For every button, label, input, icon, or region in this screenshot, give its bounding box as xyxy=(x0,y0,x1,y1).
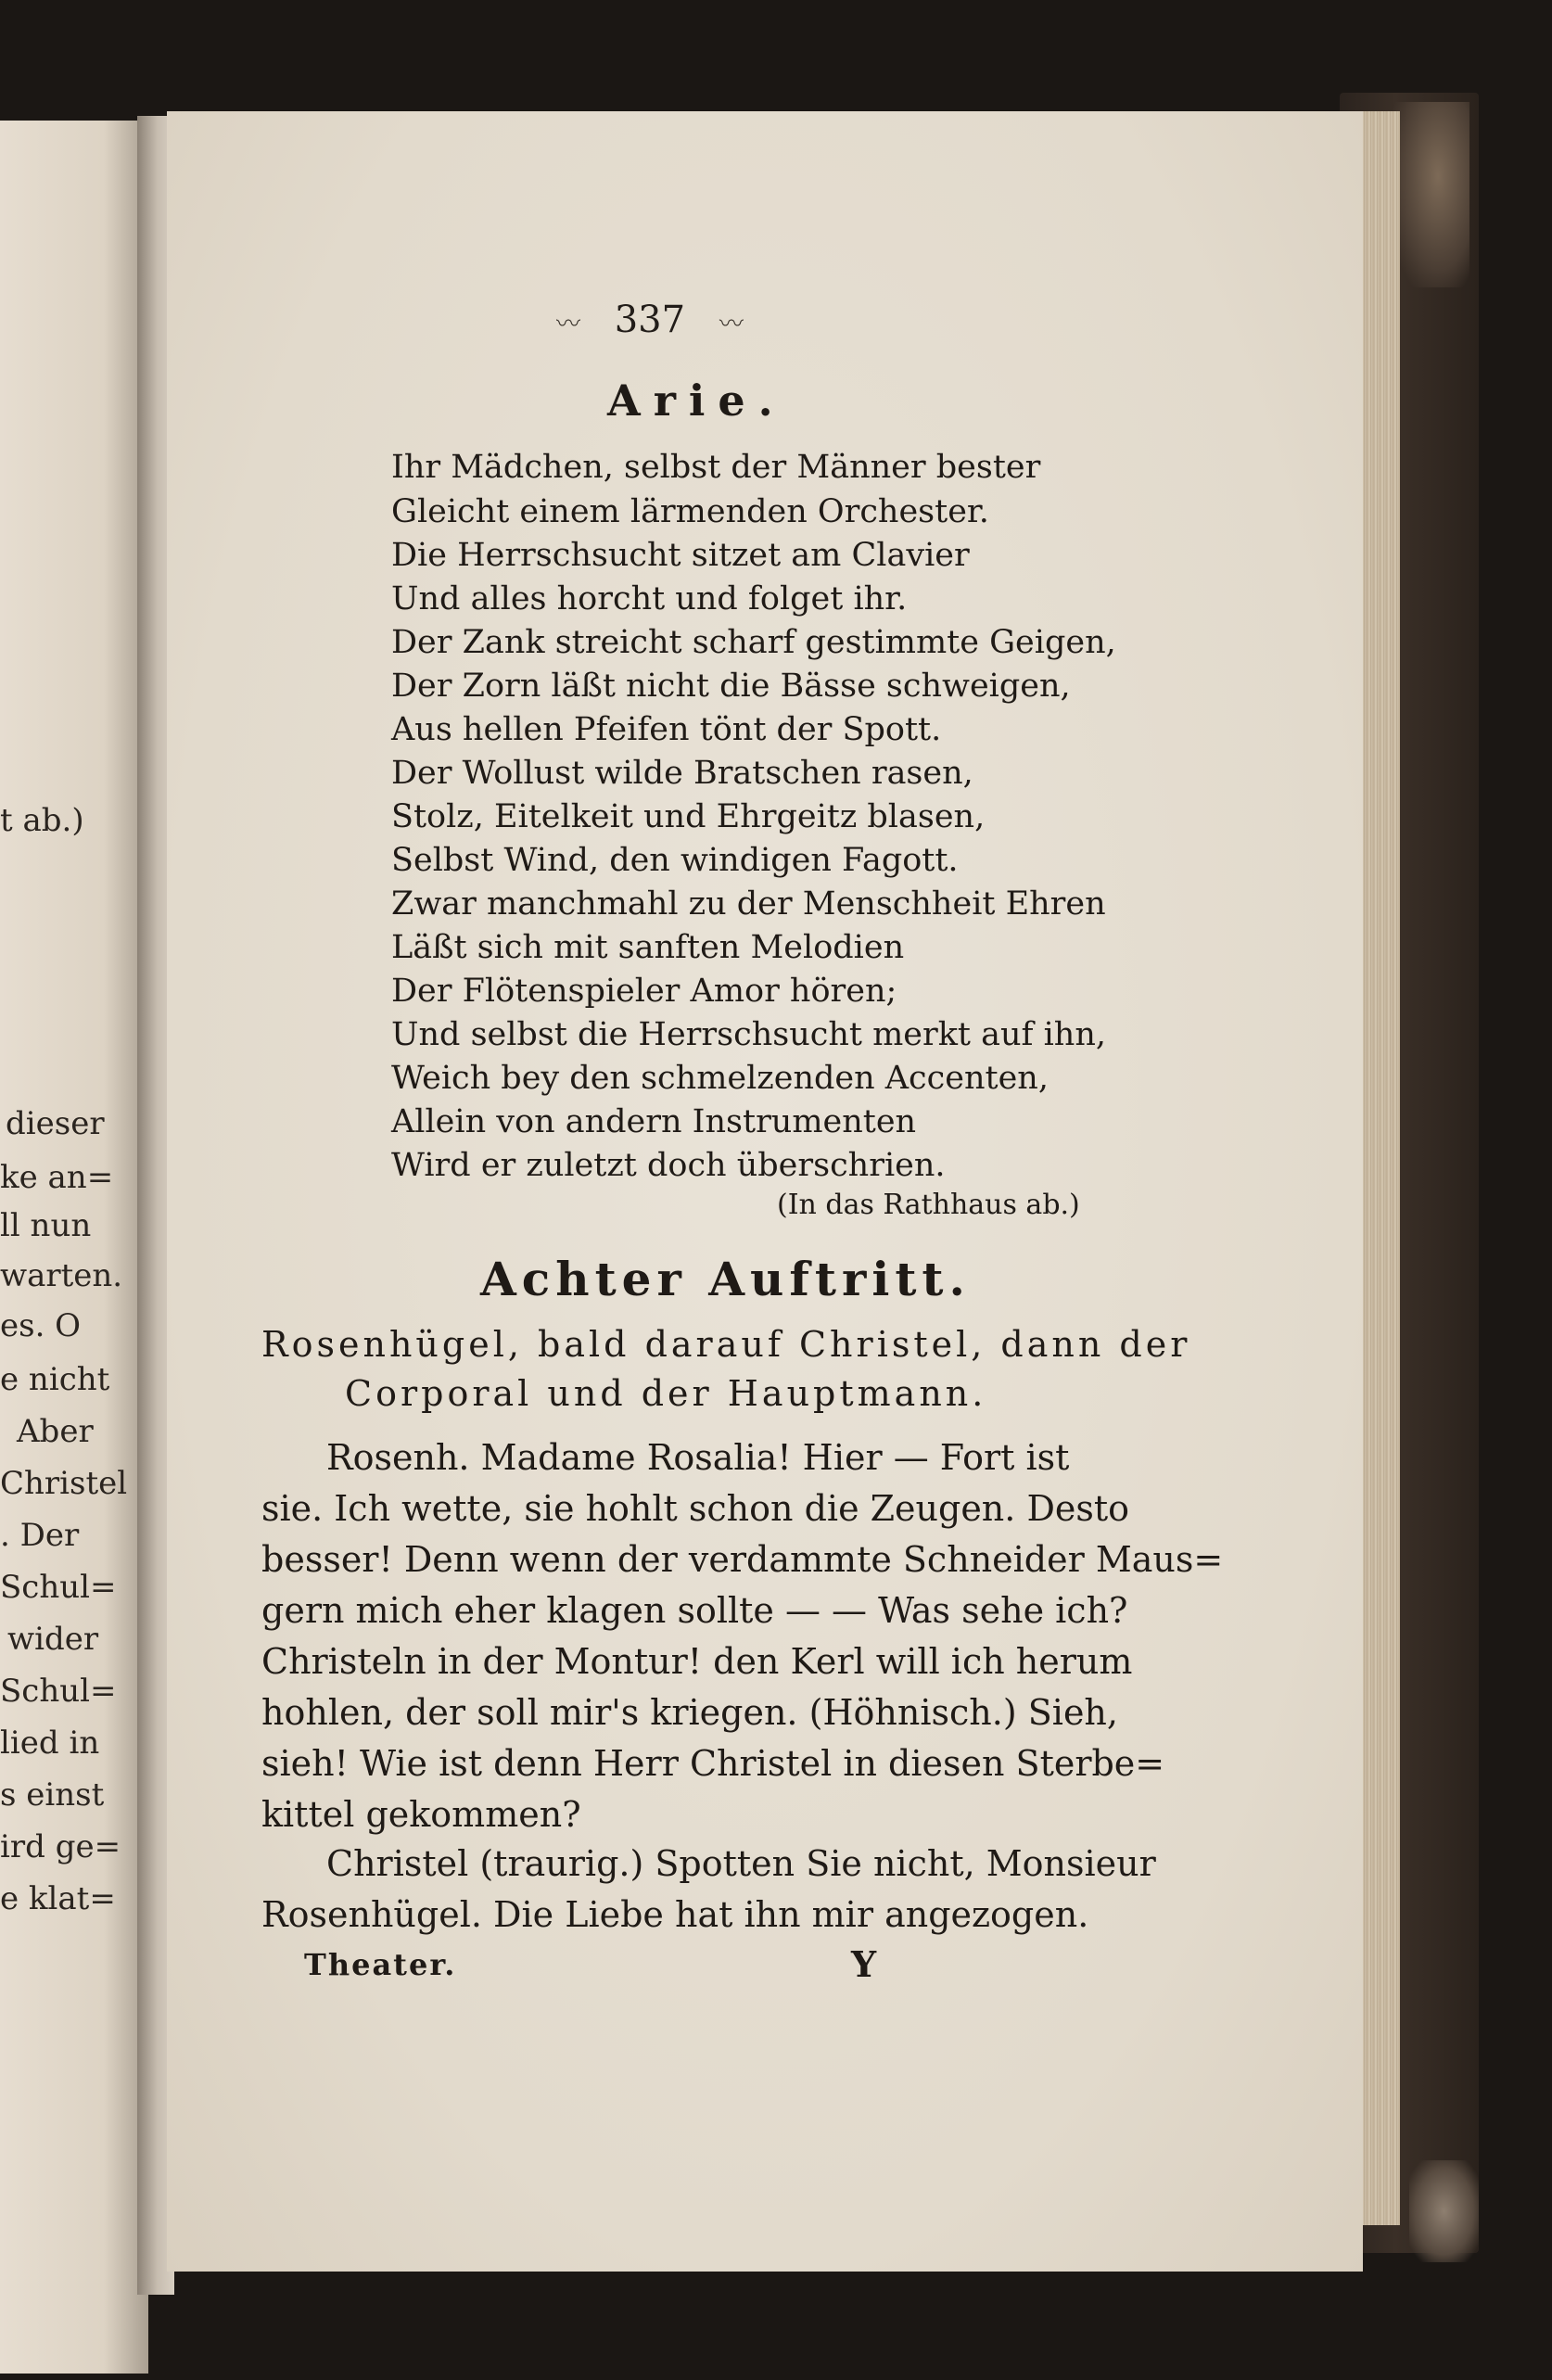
left-fragment: ll nun xyxy=(0,1207,92,1244)
prose-line: Rosenh. Madame Rosalia! Hier — Fort ist xyxy=(326,1437,1070,1478)
verse-line: Weich bey den schmelzenden Accenten, xyxy=(391,1060,1049,1097)
verse-line: Allein von andern Instrumenten xyxy=(391,1103,917,1140)
verse-line: Der Zorn läßt nicht die Bässe schweigen, xyxy=(391,668,1071,705)
verse-line: Gleicht einem lärmenden Orchester. xyxy=(391,493,989,530)
prose-line: sie. Ich wette, sie hohlt schon die Zeugen. Desto xyxy=(261,1488,1130,1529)
prose-line: kittel gekommen? xyxy=(261,1794,581,1835)
left-fragment: ird ge= xyxy=(0,1828,121,1865)
page-header xyxy=(556,299,744,341)
prose-line: hohlen, der soll mir's kriegen. (Höhnisch.) Sieh, xyxy=(261,1692,1118,1733)
scene-title: Achter Auftritt. xyxy=(480,1252,971,1306)
left-fragment: warten. xyxy=(0,1257,123,1294)
page-number: 337 xyxy=(614,299,686,341)
prose-line: Christeln in der Montur! den Kerl will ich herum xyxy=(261,1641,1133,1682)
left-page xyxy=(0,121,148,2374)
stage-direction: (In das Rathhaus ab.) xyxy=(777,1189,1080,1221)
left-fragment: Christel xyxy=(0,1465,128,1502)
verse-line: Zwar manchmahl zu der Menschheit Ehren xyxy=(391,885,1106,923)
footer-signature-left: Theater. xyxy=(304,1947,457,1982)
ornament-right-icon: 〰 xyxy=(719,311,744,338)
verse-line: Wird er zuletzt doch überschrien. xyxy=(391,1147,946,1184)
cast-line: Rosenhügel, bald darauf Christel, dann der xyxy=(261,1324,1191,1365)
verse-line: Ihr Mädchen, selbst der Männer bester xyxy=(391,449,1041,486)
left-fragment: t ab.) xyxy=(0,802,84,839)
left-fragment: ke an= xyxy=(0,1159,114,1196)
left-fragment: es. O xyxy=(0,1307,82,1344)
cover-wear-bottom xyxy=(1409,2160,1479,2262)
left-fragment: e klat= xyxy=(0,1880,116,1917)
left-fragment: dieser xyxy=(6,1105,105,1142)
verse-line: Die Herrschsucht sitzet am Clavier xyxy=(391,537,970,574)
verse-line: Läßt sich mit sanften Melodien xyxy=(391,929,905,966)
prose-line: besser! Denn wenn der verdammte Schneider Maus= xyxy=(261,1539,1224,1580)
prose-line: sieh! Wie ist denn Herr Christel in diesen Sterbe= xyxy=(261,1743,1165,1784)
prose-line: gern mich eher klagen sollte — — Was sehe ich? xyxy=(261,1590,1128,1631)
verse-line: Der Wollust wilde Bratschen rasen, xyxy=(391,755,973,792)
verse-line: Aus hellen Pfeifen tönt der Spott. xyxy=(391,711,942,748)
prose-line: Rosenhügel. Die Liebe hat ihn mir angezogen. xyxy=(261,1894,1089,1935)
verse-line: Der Flötenspieler Amor hören; xyxy=(391,973,897,1010)
prose-line: Christel (traurig.) Spotten Sie nicht, Monsieur xyxy=(326,1843,1156,1884)
verse-line: Und alles horcht und folget ihr. xyxy=(391,580,908,617)
verse-line: Stolz, Eitelkeit und Ehrgeitz blasen, xyxy=(391,798,986,835)
left-fragment: Schul= xyxy=(0,1569,117,1606)
footer-signature-mark: Y xyxy=(851,1943,877,1985)
page-block-edges xyxy=(1358,111,1400,2225)
left-fragment: Schul= xyxy=(0,1673,117,1710)
verse-line: Selbst Wind, den windigen Fagott. xyxy=(391,842,959,879)
left-fragment: s einst xyxy=(0,1776,105,1814)
left-fragment: Aber xyxy=(17,1413,94,1450)
left-fragment: wider xyxy=(7,1621,99,1658)
ornament-left-icon: 〰 xyxy=(556,311,581,338)
cover-wear-top xyxy=(1391,102,1469,287)
aria-title: Arie. xyxy=(607,375,786,426)
verse-line: Der Zank streicht scharf gestimmte Geigen, xyxy=(391,624,1116,661)
left-fragment: e nicht xyxy=(0,1361,110,1398)
verse-line: Und selbst die Herrschsucht merkt auf ihn, xyxy=(391,1016,1106,1053)
left-fragment: . Der xyxy=(0,1517,80,1554)
cast-line: Corporal und der Hauptmann. xyxy=(345,1373,987,1414)
left-fragment: lied in xyxy=(0,1725,100,1762)
